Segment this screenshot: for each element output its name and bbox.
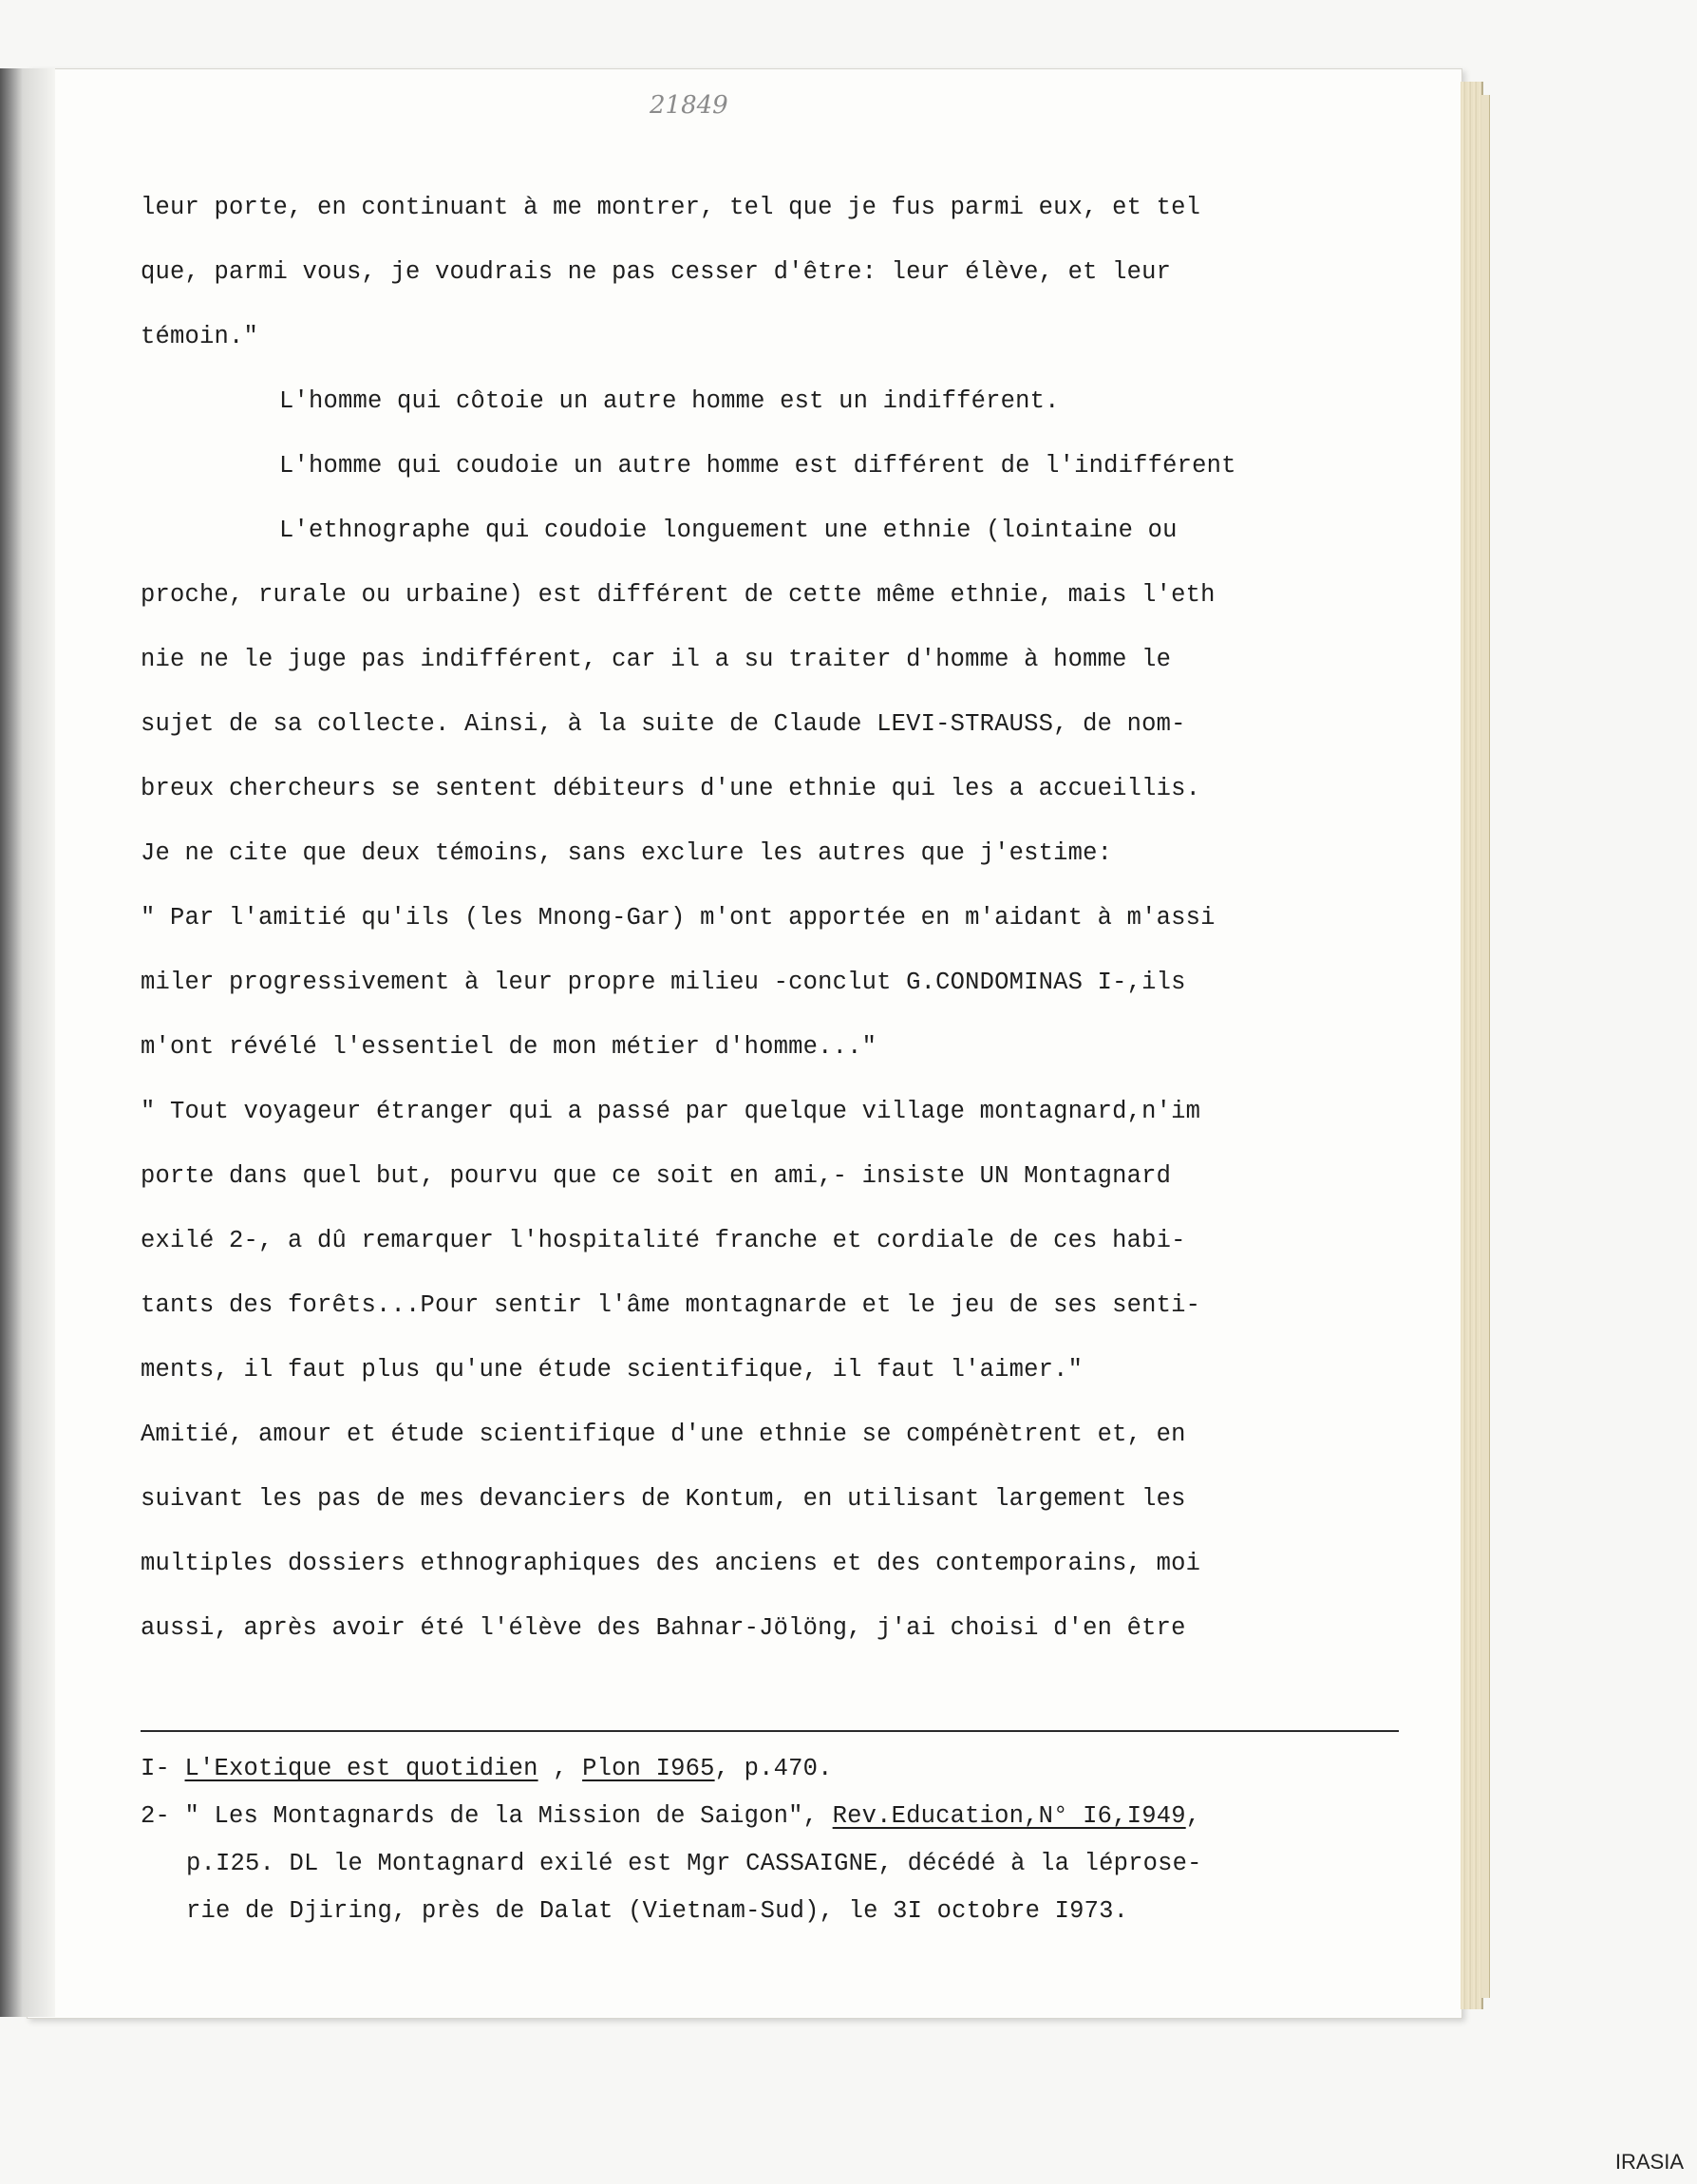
footnote-2-line-2: p.I25. DL le Montagnard exilé est Mgr CASSAIGNE, décédé à la léprose- bbox=[186, 1850, 1202, 1877]
footnote-1 bbox=[141, 1745, 1442, 1793]
footnote-1-title: L'Exotique est quotidien bbox=[184, 1755, 538, 1782]
body-text bbox=[141, 176, 1442, 1661]
footnote-2-journal: Rev.Education,N° I6,I949 bbox=[832, 1802, 1186, 1830]
text-line: L'homme qui coudoie un autre homme est différent de l'indifférent bbox=[279, 452, 1236, 480]
book-spine-shadow bbox=[0, 68, 55, 2017]
footnote-1-sep: , bbox=[537, 1755, 583, 1782]
text-line: nie ne le juge pas indifférent, car il a su traiter d'homme à homme le bbox=[141, 646, 1172, 673]
text-line: " Par l'amitié qu'ils (les Mnong-Gar) m'ont apportée en m'aidant à m'assi bbox=[141, 904, 1216, 932]
footnote-2 bbox=[141, 1793, 1442, 1840]
footnote-1-end: , p.470. bbox=[714, 1755, 833, 1782]
text-line: Je ne cite que deux témoins, sans exclure les autres que j'estime: bbox=[141, 839, 1113, 867]
text-line: ments, il faut plus qu'une étude scientifique, il faut l'aimer." bbox=[141, 1356, 1084, 1384]
text-line: L'ethnographe qui coudoie longuement une ethnie (lointaine ou bbox=[279, 517, 1178, 544]
footnote-2-mark: 2- bbox=[141, 1802, 185, 1830]
footnote-1-mark: I- bbox=[141, 1755, 185, 1782]
footnote-2-line-3: rie de Djiring, près de Dalat (Vietnam-Sud), le 3I octobre I973. bbox=[186, 1897, 1129, 1925]
text-line: que, parmi vous, je voudrais ne pas cesser d'être: leur élève, et leur bbox=[141, 258, 1172, 286]
text-line: multiples dossiers ethnographiques des anciens et des contemporains, moi bbox=[141, 1550, 1201, 1577]
irasia-watermark: IRASIA bbox=[1614, 2150, 1684, 2174]
text-line: témoin." bbox=[141, 323, 259, 350]
footnote-1-publisher: Plon I965 bbox=[582, 1755, 715, 1782]
text-line: m'ont révélé l'essentiel de mon métier d'homme..." bbox=[141, 1033, 877, 1061]
text-line: " Tout voyageur étranger qui a passé par quelque village montagnard,n'im bbox=[141, 1098, 1201, 1125]
text-line: proche, rurale ou urbaine) est différent de cette même ethnie, mais l'eth bbox=[141, 581, 1216, 609]
footnotes bbox=[141, 1745, 1442, 1935]
text-line: exilé 2-, a dû remarquer l'hospitalité franche et cordiale de ces habi- bbox=[141, 1227, 1186, 1254]
footnote-2-text: " Les Montagnards de la Mission de Saigon", bbox=[184, 1802, 833, 1830]
text-line: breux chercheurs se sentent débiteurs d'une ethnie qui les a accueillis. bbox=[141, 775, 1201, 802]
page-edges-outer bbox=[1481, 95, 1490, 1998]
text-line: sujet de sa collecte. Ainsi, à la suite de Claude LEVI-STRAUSS, de nom- bbox=[141, 710, 1186, 738]
pencil-page-number: 21849 bbox=[650, 91, 728, 120]
text-line: L'homme qui côtoie un autre homme est un indifférent. bbox=[279, 387, 1060, 415]
page-edges bbox=[1461, 82, 1483, 2009]
text-line: porte dans quel but, pourvu que ce soit en ami,- insiste UN Montagnard bbox=[141, 1162, 1172, 1190]
text-line: tants des forêts...Pour sentir l'âme montagnarde et le jeu de ses senti- bbox=[141, 1291, 1201, 1319]
footnote-rule bbox=[141, 1730, 1399, 1732]
text-line: Amitié, amour et étude scientifique d'une ethnie se compénètrent et, en bbox=[141, 1421, 1186, 1448]
text-line: aussi, après avoir été l'élève des Bahnar-Jölöng, j'ai choisi d'en être bbox=[141, 1614, 1186, 1642]
text-line: suivant les pas de mes devanciers de Kontum, en utilisant largement les bbox=[141, 1485, 1186, 1513]
text-line: miler progressivement à leur propre milieu -conclut G.CONDOMINAS I-,ils bbox=[141, 969, 1186, 996]
text-line: leur porte, en continuant à me montrer, tel que je fus parmi eux, et tel bbox=[141, 194, 1201, 221]
footnote-2-end: , bbox=[1185, 1802, 1201, 1830]
